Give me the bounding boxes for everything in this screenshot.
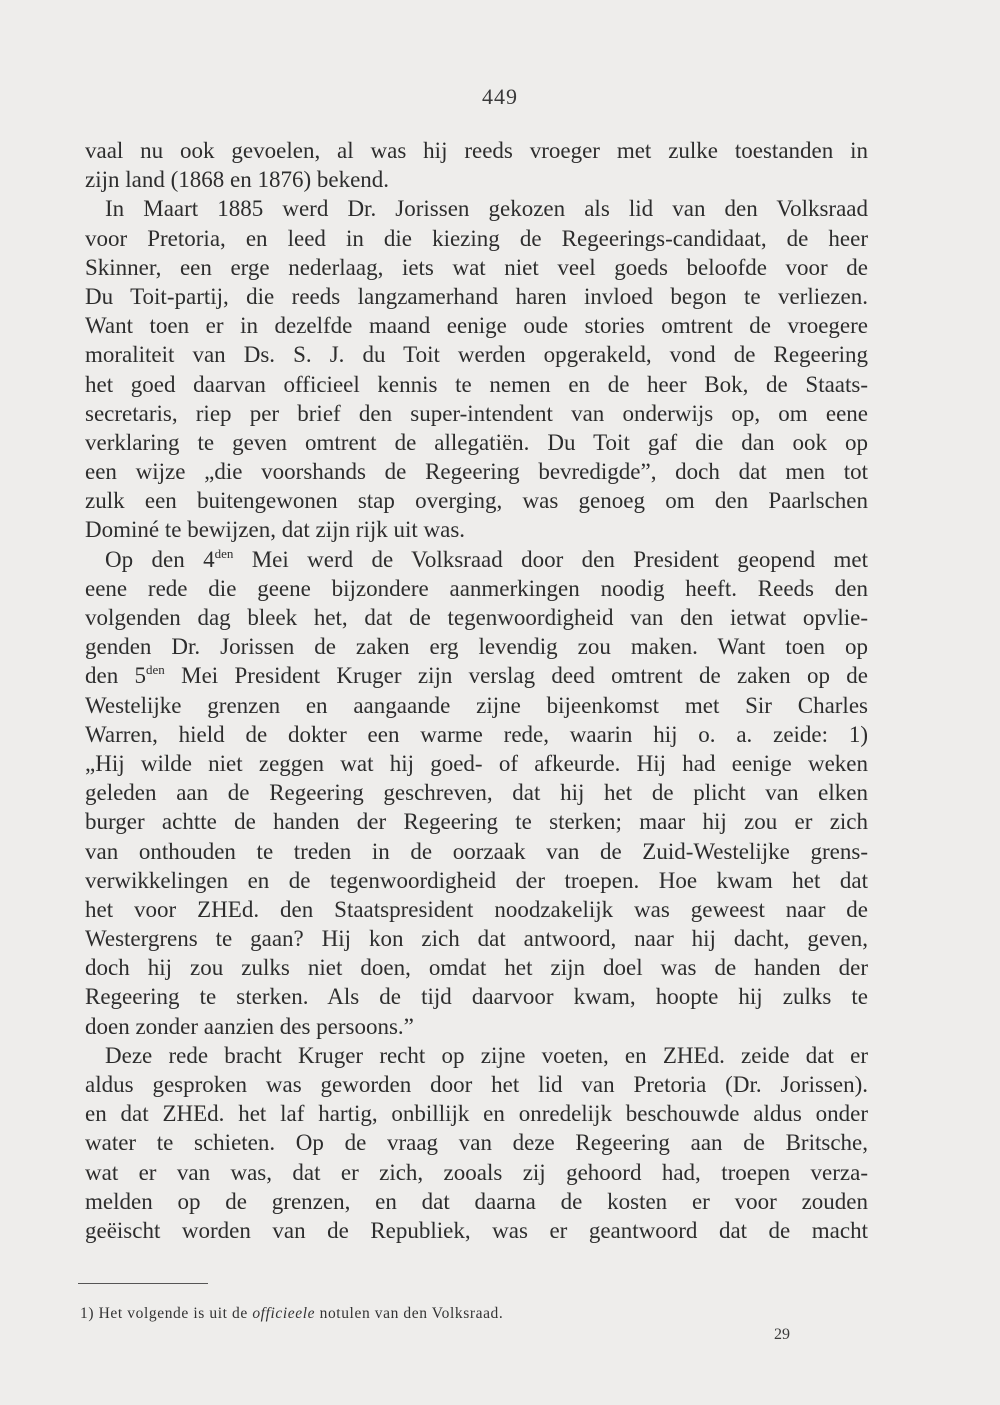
text-line-start: Op den 4 xyxy=(105,546,215,572)
text-line: Dominé te bewijzen, dat zijn rijk uit was. xyxy=(85,517,466,543)
text-line xyxy=(85,545,868,574)
footnote xyxy=(80,1305,503,1323)
text-line: doen zonder aanzien des persoons.” xyxy=(85,1013,414,1039)
text-line xyxy=(85,661,868,690)
text-line: Westelijke grenzen en aangaande zijne bijeenkomst met Sir Charles xyxy=(85,692,868,718)
page-number: 449 xyxy=(482,84,518,109)
text-line: van onthouden te treden in de oorzaak van de Zuid-Westelijke grens- xyxy=(85,838,868,864)
text-line: volgenden dag bleek het, dat de tegenwoordigheid van den ietwat opvlie- xyxy=(85,605,868,630)
text-line: water te schieten. Op de vraag van deze Regeering aan de Britsche, xyxy=(85,1130,868,1156)
footnote-divider xyxy=(78,1283,208,1284)
text-line: eene rede die geene bijzondere aanmerkingen noodig heeft. Reeds den xyxy=(85,575,868,601)
text-line: Want toen er in dezelfde maand eenige oude stories omtrent de vroegere xyxy=(85,313,868,339)
text-line: moraliteit van Ds. S. J. du Toit werden opgerakeld, vond de Regeering xyxy=(85,342,868,368)
ordinal-superscript: den xyxy=(146,662,165,678)
text-line: aldus gesproken was geworden door het lid van Pretoria (Dr. Jorissen). xyxy=(85,1072,868,1097)
text-line: „Hij wilde niet zeggen wat hij goed- of afkeurde. Hij had eenige weken xyxy=(85,750,868,776)
text-line: Warren, hield de dokter een warme rede, waarin hij o. a. zeide: 1) xyxy=(85,721,868,747)
text-line-rest: Mei werd de Volksraad door den President geopend met xyxy=(233,546,868,572)
footnote-text-after: notulen van den Volksraad. xyxy=(315,1305,504,1322)
text-line: zijn land (1868 en 1876) bekend. xyxy=(85,167,390,193)
text-line: Du Toit-partij, die reeds langzamerhand haren invloed begon te verliezen. xyxy=(85,283,868,309)
text-line: voor Pretoria, en leed in die kiezing de Regeerings-candidaat, de heer xyxy=(85,225,868,251)
text-line-rest: Mei President Kruger zijn verslag deed omtrent de zaken op de xyxy=(164,663,868,689)
text-line: doch hij zou zulks niet doen, omdat het zijn doel was de handen der xyxy=(85,955,868,981)
text-line: zulk een buitengewonen stap overging, was genoeg om den Paarlschen xyxy=(85,488,868,514)
body-text xyxy=(85,136,868,1245)
text-line: verwikkelingen en de tegenwoordigheid der troepen. Hoe kwam het dat xyxy=(85,867,868,893)
footnote-text-before: Het volgende is uit de xyxy=(98,1305,253,1322)
text-line: het goed daarvan officieel kennis te nemen en de heer Bok, de Staats- xyxy=(85,371,868,397)
text-line: geleden aan de Regeering geschreven, dat hij het de plicht van elken xyxy=(85,780,868,806)
text-line: genden Dr. Jorissen de zaken erg levendig zou maken. Want toen op xyxy=(85,634,868,660)
text-line: secretaris, riep per brief den super-intendent van onderwijs op, om eene xyxy=(85,400,868,426)
text-line: melden op de grenzen, en dat daarna de kosten er voor zouden xyxy=(85,1188,868,1214)
text-line: Westergrens te gaan? Hij kon zich dat antwoord, naar hij dacht, geven, xyxy=(85,926,868,952)
text-line: wat er van was, dat er zich, zooals zij gehoord had, troepen verza- xyxy=(85,1159,868,1185)
text-line-start: den 5 xyxy=(85,663,147,689)
text-line: een wijze „die voorshands de Regeering bevredigde”, doch dat men tot xyxy=(85,459,868,485)
text-line: Skinner, een erge nederlaag, iets wat niet veel goeds beloofde voor de xyxy=(85,254,868,280)
ordinal-superscript: den xyxy=(214,545,234,561)
text-line: geëischt worden van de Republiek, was er geantwoord dat de macht xyxy=(85,1217,868,1243)
text-line: verklaring te geven omtrent de allegatiën. Du Toit gaf die dan ook op xyxy=(85,429,868,455)
text-line: Regeering te sterken. Als de tijd daarvoor kwam, hoopte hij zulks te xyxy=(85,984,868,1010)
text-line: burger achtte de handen der Regeering te sterken; maar hij zou er zich xyxy=(85,809,868,835)
footnote-emphasis: officieele xyxy=(252,1305,316,1322)
signature-mark: 29 xyxy=(774,1326,790,1343)
text-line: vaal nu ook gevoelen, al was hij reeds vroeger met zulke toestanden in xyxy=(85,138,868,163)
footnote-marker: 1) xyxy=(80,1305,95,1322)
text-line: Deze rede bracht Kruger recht op zijne voeten, en ZHEd. zeide dat er xyxy=(105,1042,868,1068)
text-line: het voor ZHEd. den Staatspresident noodzakelijk was geweest naar de xyxy=(85,896,868,922)
text-line: en dat ZHEd. het laf hartig, onbillijk en onredelijk beschouwde aldus onder xyxy=(85,1101,868,1127)
text-line: In Maart 1885 werd Dr. Jorissen gekozen als lid van den Volksraad xyxy=(105,196,868,222)
